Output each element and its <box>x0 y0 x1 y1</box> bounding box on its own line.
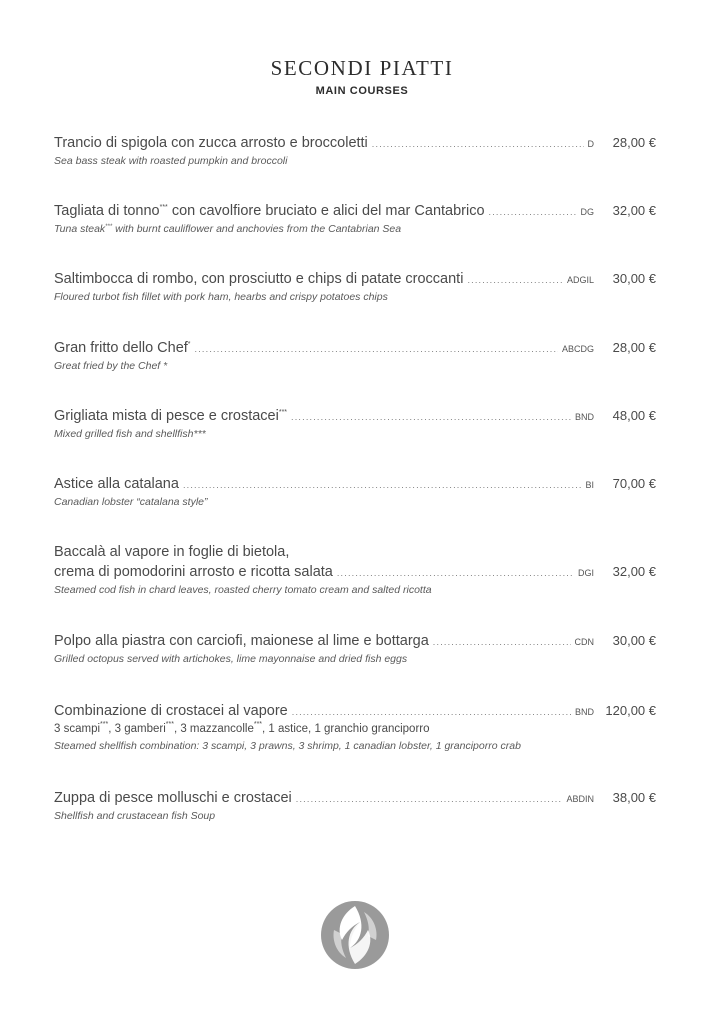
dish-composition: 3 scampi***, 3 gamberi***, 3 mazzancolle***, 1 astice, 1 granchio granciporro <box>54 721 430 735</box>
page-subtitle: MAIN COURSES <box>315 85 409 97</box>
allergen-codes: BND <box>574 412 594 422</box>
menu-item <box>54 133 656 169</box>
menu-item <box>54 788 656 824</box>
dish-price: 48,00 € <box>612 408 656 423</box>
dish-description: Floured turbot fish fillet with pork ham, hearbs and crispy potatoes chips <box>54 291 388 303</box>
menu-item <box>54 338 656 374</box>
dish-description: Canadian lobster “catalana style” <box>54 496 208 508</box>
dish-description: Sea bass steak with roasted pumpkin and broccoli <box>54 155 288 167</box>
allergen-codes: ADGIL <box>566 275 594 285</box>
dish-description: Tuna steak*** with burnt cauliflower and anchovies from the Cantabrian Sea <box>54 223 402 235</box>
allergen-codes: ABDIN <box>566 794 594 804</box>
dot-leader <box>292 702 571 722</box>
dish-name: Grigliata mista di pesce e crostacei*** <box>54 408 288 424</box>
dish-description: Great fried by the Chef * <box>54 360 168 372</box>
menu-item <box>54 542 656 598</box>
dish-price: 120,00 € <box>605 703 656 718</box>
dish-name: crema di pomodorini arrosto e ricotta salata <box>54 564 333 580</box>
dot-leader <box>296 789 563 809</box>
allergen-codes: D <box>587 139 594 149</box>
dish-description: Mixed grilled fish and shellfish*** <box>54 428 206 440</box>
dish-price: 32,00 € <box>612 203 656 218</box>
dish-price: 28,00 € <box>612 340 656 355</box>
allergen-codes: ABCDG <box>561 344 594 354</box>
dish-price: 30,00 € <box>612 633 656 648</box>
dish-price: 32,00 € <box>612 564 656 579</box>
dish-name: Gran fritto dello Chef* <box>54 340 191 356</box>
dish-price: 28,00 € <box>612 135 656 150</box>
menu-item <box>54 406 656 442</box>
menu-item <box>54 631 656 667</box>
menu-item <box>54 474 656 510</box>
dish-name: Tagliata di tonno*** con cavolfiore bruciato e alici del mar Cantabrico <box>54 203 485 219</box>
menu-item <box>54 701 656 754</box>
dot-leader <box>337 563 574 583</box>
allergen-codes: BND <box>574 707 594 717</box>
dish-price: 70,00 € <box>612 476 656 491</box>
dot-leader <box>183 475 582 495</box>
dish-description: Grilled octopus served with artichokes, lime mayonnaise and dried fish eggs <box>54 653 408 665</box>
menu-item <box>54 201 656 237</box>
menu-item <box>54 269 656 305</box>
allergen-codes: CDN <box>574 637 594 647</box>
dish-description: Steamed cod fish in chard leaves, roasted cherry tomato cream and salted ricotta <box>54 584 432 596</box>
dish-name-line: Baccalà al vapore in foglie di bietola, <box>54 544 290 560</box>
dish-name: Saltimbocca di rombo, con prosciutto e chips di patate croccanti <box>54 271 464 287</box>
allergen-codes: BI <box>585 480 594 490</box>
allergen-codes: DG <box>580 207 594 217</box>
dot-leader <box>291 407 571 427</box>
dish-price: 30,00 € <box>612 271 656 286</box>
dot-leader <box>433 632 571 652</box>
dish-price: 38,00 € <box>612 790 656 805</box>
dish-name: Polpo alla piastra con carciofi, maionese al lime e bottarga <box>54 633 429 649</box>
dish-name: Zuppa di pesce molluschi e crostacei <box>54 790 292 806</box>
dot-leader <box>467 270 563 290</box>
dot-leader <box>372 134 584 154</box>
dish-description: Steamed shellfish combination: 3 scampi, 3 prawns, 3 shrimp, 1 canadian lobster, 1 granciporro crab <box>54 740 521 752</box>
dot-leader <box>489 202 577 222</box>
allergen-codes: DGI <box>577 568 594 578</box>
dish-description: Shellfish and crustacean fish Soup <box>54 810 216 822</box>
dish-name: Astice alla catalana <box>54 476 179 492</box>
page-title: SECONDI PIATTI <box>270 56 454 80</box>
dish-name: Trancio di spigola con zucca arrosto e broccoletti <box>54 135 368 151</box>
dish-name: Combinazione di crostacei al vapore <box>54 703 288 719</box>
dot-leader <box>195 339 558 359</box>
leaf-emblem-icon <box>320 900 390 970</box>
